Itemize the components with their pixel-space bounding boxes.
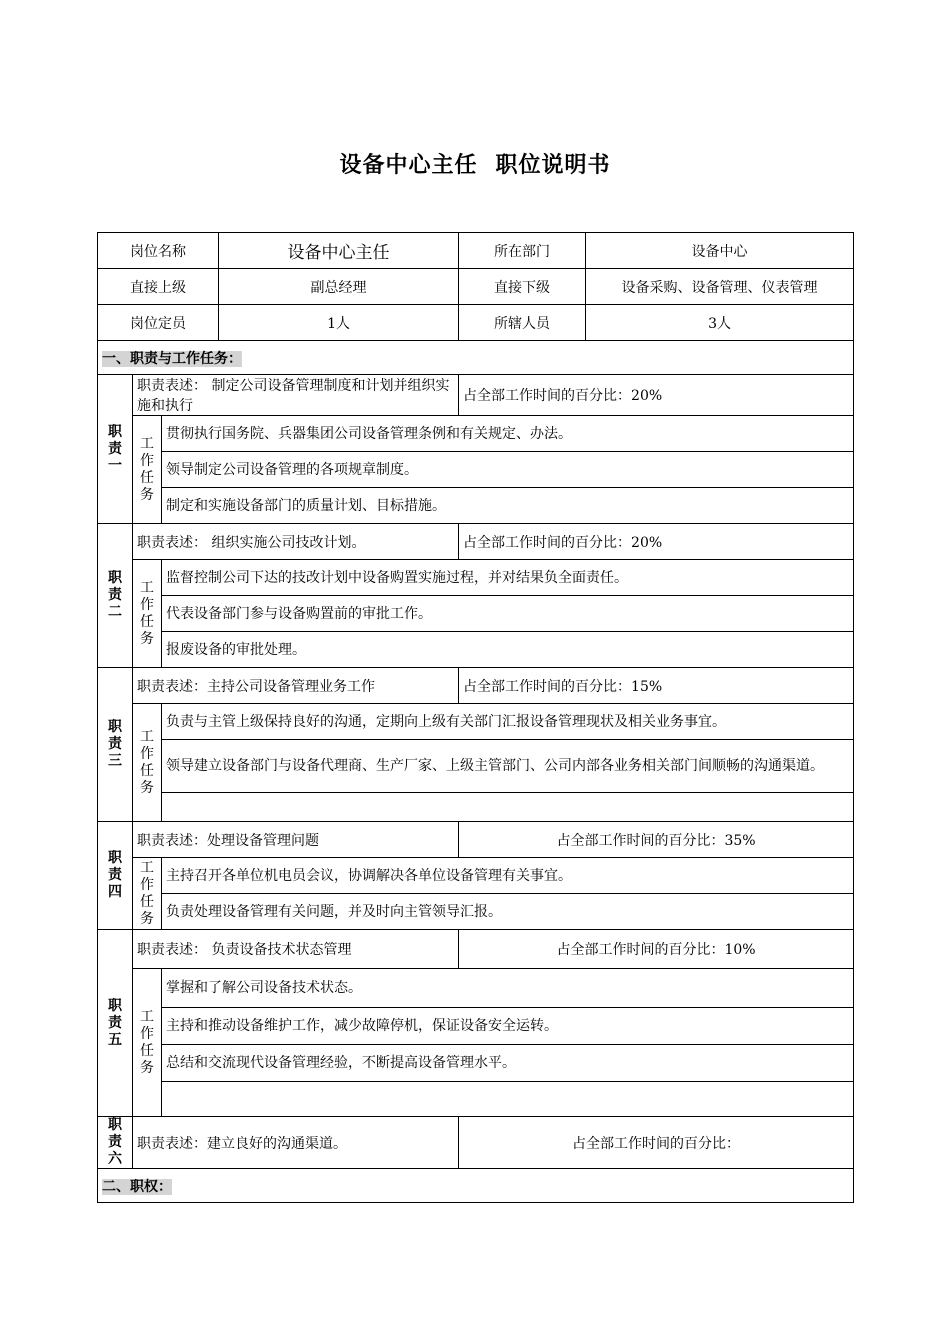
section-authority-row [98, 1169, 854, 1203]
duty-4-task-row [98, 894, 854, 930]
duty-1-statement: 职责表述： 制定公司设备管理制度和计划并组织实施和执行 [133, 375, 459, 416]
duty-5-task-1: 掌握和了解公司设备技术状态。 [162, 969, 854, 1008]
duty-2-task-row [98, 596, 854, 632]
job-description-table [97, 232, 854, 1203]
duty-3-task-2: 领导建立设备部门与设备代理商、生产厂家、上级主管部门、公司内部各业务相关部门间顺畅的沟通渠道。 [162, 740, 854, 793]
label-quota: 岗位定员 [98, 305, 219, 341]
label-subordinate: 直接下级 [459, 269, 586, 305]
duty-1-task-2: 领导制定公司设备管理的各项规章制度。 [162, 452, 854, 488]
duty-4-task-2: 负责处理设备管理有关问题，并及时向主管领导汇报。 [162, 894, 854, 930]
duty-4-statement-row [98, 822, 854, 858]
duty-1-task-1: 贯彻执行国务院、兵器集团公司设备管理条例和有关规定、办法。 [162, 416, 854, 452]
duty-4-task-1: 主持召开各单位机电员会议，协调解决各单位设备管理有关事宜。 [162, 858, 854, 894]
duty-3-task-row [98, 740, 854, 793]
label-superior: 直接上级 [98, 269, 219, 305]
duty-3-statement-row [98, 668, 854, 704]
duty-3-task-label: 工 作 任 务 [133, 704, 162, 822]
label-post: 岗位名称 [98, 233, 219, 269]
duty-1-task-label: 工 作 任 务 [133, 416, 162, 524]
duty-5-percent: 占全部工作时间的百分比：10% [459, 930, 854, 969]
duty-6-statement: 职责表述：建立良好的沟通渠道。 [133, 1117, 459, 1169]
duty-5-statement: 职责表述： 负责设备技术状态管理 [133, 930, 459, 969]
duty-5-task-label: 工 作 任 务 [133, 969, 162, 1117]
duty-3-label: 职 责 三 [98, 668, 133, 822]
duty-6-statement-row [98, 1117, 854, 1169]
duty-2-task-label: 工 作 任 务 [133, 560, 162, 668]
value-quota: 1人 [219, 305, 459, 341]
duty-1-statement-row [98, 375, 854, 416]
info-row-superior [98, 269, 854, 305]
value-post: 设备中心主任 [219, 233, 459, 269]
document-title [0, 148, 950, 179]
info-row-post [98, 233, 854, 269]
duty-5-task-row [98, 1045, 854, 1082]
duty-5-task-row [98, 969, 854, 1008]
duty-5-statement-row [98, 930, 854, 969]
section-authority-heading [98, 1169, 854, 1203]
duty-3-percent: 占全部工作时间的百分比：15% [459, 668, 854, 704]
duty-2-task-2: 代表设备部门参与设备购置前的审批工作。 [162, 596, 854, 632]
label-staff: 所辖人员 [459, 305, 586, 341]
duty-1-percent: 占全部工作时间的百分比：20% [459, 375, 854, 416]
section-authority-label: 二、职权： [102, 1178, 172, 1195]
info-row-quota [98, 305, 854, 341]
duty-5-task-row [98, 1008, 854, 1045]
duty-2-statement: 职责表述： 组织实施公司技改计划。 [133, 524, 459, 560]
duty-5-task-3: 总结和交流现代设备管理经验，不断提高设备管理水平。 [162, 1045, 854, 1082]
duty-1-task-row [98, 452, 854, 488]
value-subordinate: 设备采购、设备管理、仪表管理 [586, 269, 854, 305]
duty-2-task-row [98, 560, 854, 596]
section-duties-row [98, 341, 854, 375]
duty-2-statement-row [98, 524, 854, 560]
duty-2-percent: 占全部工作时间的百分比：20% [459, 524, 854, 560]
duty-1-task-3: 制定和实施设备部门的质量计划、目标措施。 [162, 488, 854, 524]
duty-5-task-row [98, 1082, 854, 1117]
value-superior: 副总经理 [219, 269, 459, 305]
title-main: 设备中心主任 [339, 153, 478, 178]
duty-2-label: 职 责 二 [98, 524, 133, 668]
duty-6-label: 职 责 六 [98, 1117, 133, 1169]
section-duties-heading [98, 341, 854, 375]
duty-4-percent: 占全部工作时间的百分比：35% [459, 822, 854, 858]
duty-1-task-row [98, 416, 854, 452]
duty-5-label: 职 责 五 [98, 930, 133, 1117]
duty-2-task-3: 报废设备的审批处理。 [162, 632, 854, 668]
duty-3-task-1: 负责与主管上级保持良好的沟通，定期向上级有关部门汇报设备管理现状及相关业务事宜。 [162, 704, 854, 740]
section-duties-label: 一、职责与工作任务： [102, 350, 242, 367]
title-sub: 职位说明书 [495, 153, 611, 178]
value-staff: 3人 [586, 305, 854, 341]
duty-1-task-row [98, 488, 854, 524]
duty-5-task-blank [162, 1082, 854, 1117]
duty-4-task-label: 工 作 任 务 [133, 858, 162, 930]
duty-6-percent: 占全部工作时间的百分比： [459, 1117, 854, 1169]
duty-4-statement: 职责表述：处理设备管理问题 [133, 822, 459, 858]
duty-3-task-row [98, 704, 854, 740]
duty-3-task-blank [162, 793, 854, 822]
duty-5-task-2: 主持和推动设备维护工作，减少故障停机，保证设备安全运转。 [162, 1008, 854, 1045]
duty-2-task-row [98, 632, 854, 668]
duty-1-label: 职 责 一 [98, 375, 133, 524]
duty-3-task-row [98, 793, 854, 822]
value-dept: 设备中心 [586, 233, 854, 269]
duty-4-label: 职 责 四 [98, 822, 133, 930]
duty-2-task-1: 监督控制公司下达的技改计划中设备购置实施过程，并对结果负全面责任。 [162, 560, 854, 596]
label-dept: 所在部门 [459, 233, 586, 269]
duty-3-statement: 职责表述：主持公司设备管理业务工作 [133, 668, 459, 704]
duty-4-task-row [98, 858, 854, 894]
